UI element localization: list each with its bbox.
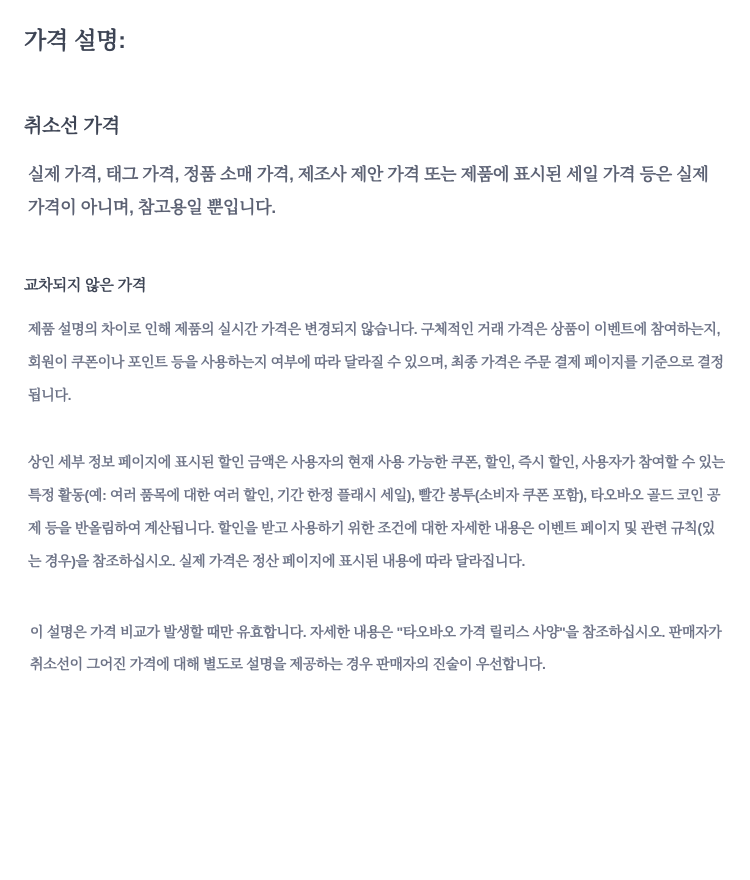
section-heading-non-crossed-price: 교차되지 않은 가격 [24, 277, 147, 295]
paragraph-price-comparison-notice: 이 설명은 가격 비교가 발생할 때만 유효합니다. 자세한 내용은 "타오바오 가격 릴리스 사양"을 참조하십시오. 판매자가 취소선이 그어진 가격에 대해 별도로 설명을 제공하는 경우 판매자의 진술이 우선합니다. [30, 623, 722, 673]
page-title: 가격 설명: [24, 27, 126, 53]
paragraph-merchant-discount: 상인 세부 정보 페이지에 표시된 할인 금액은 사용자의 현재 사용 가능한 쿠폰, 할인, 즉시 할인, 사용자가 참여할 수 있는 특정 활동(예: 여러 품목에 대한 여러 할인, 기간 한정 플래시 세일), 빨간 봉투(소비자 쿠폰 포함), 타오바오 골드 코인 공제 등을 반올림하여 계산됩니다. 할인을 받고 사용하기 위한 조건에 대한 자세한 내용은 이벤트 페이지 및 관련 규칙(있는 경우)을 참조하십시오. 실제 가격은 정산 페이지에 표시된 내용에 따라 달라집니다. [28, 453, 725, 569]
paragraph-realtime-price: 제품 설명의 차이로 인해 제품의 실시간 가격은 변경되지 않습니다. 구체적인 거래 가격은 상품이 이벤트에 참여하는지, 회원이 쿠폰이나 포인트 등을 사용하는지 여부에 따라 달라질 수 있으며, 최종 가격은 주문 결제 페이지를 기준으로 결정됩니다. [28, 321, 724, 404]
section-lead-strikethrough-price: 실제 가격, 태그 가격, 정품 소매 가격, 제조사 제안 가격 또는 제품에 표시된 세일 가격 등은 실제 가격이 아니며, 참고용일 뿐입니다. [28, 165, 709, 218]
section-heading-strikethrough-price: 취소선 가격 [24, 116, 120, 137]
